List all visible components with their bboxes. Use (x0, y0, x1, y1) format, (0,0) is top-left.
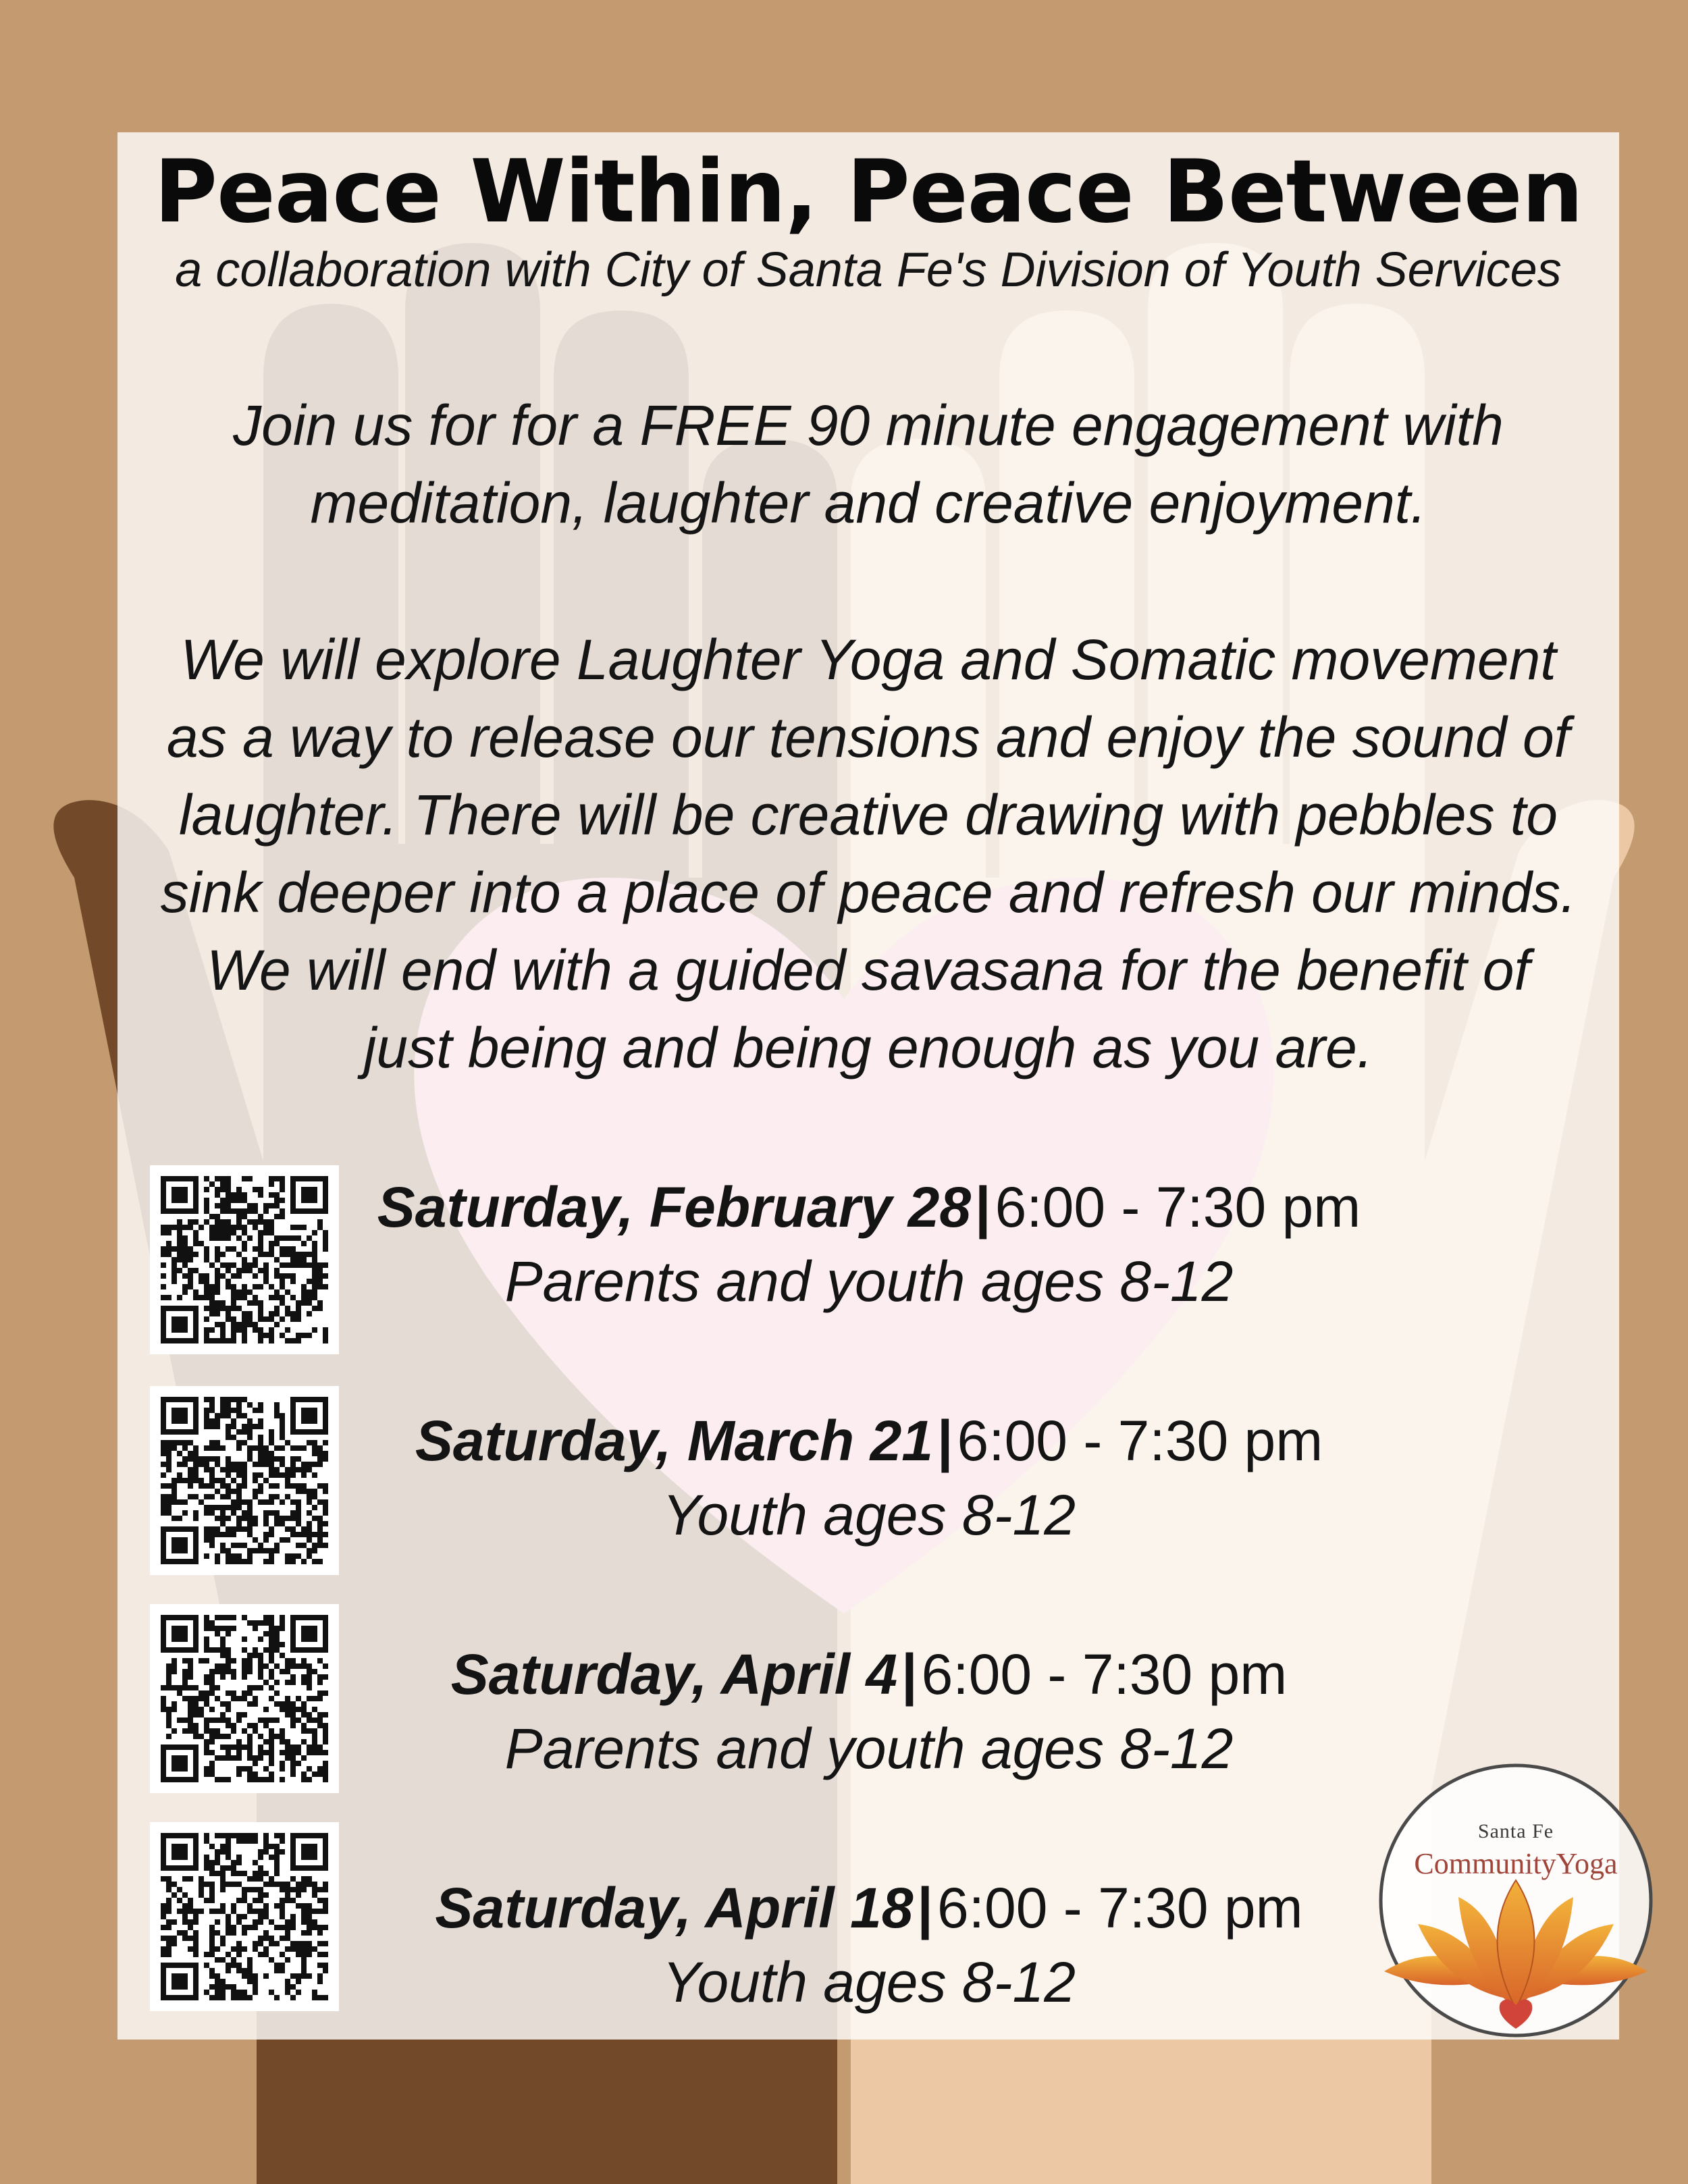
event-date: Saturday, April 4 (450, 1643, 898, 1706)
event-time: 6:00 - 7:30 pm (921, 1643, 1288, 1706)
description-line: We will end with a guided savasana for the benefit of (207, 938, 1530, 1002)
intro-paragraph (117, 387, 1619, 542)
event-audience: Parents and youth ages 8-12 (504, 1717, 1234, 1780)
event-separator: | (901, 1643, 918, 1706)
event-separator: | (917, 1876, 933, 1940)
event-item (339, 1170, 1399, 1319)
event-date: Saturday, March 21 (415, 1409, 934, 1472)
description-line: as a way to release our tensions and enjoy the sound of (166, 705, 1570, 769)
event-audience: Youth ages 8-12 (662, 1483, 1076, 1547)
logo-line1: Santa Fe (1477, 1820, 1554, 1842)
event-audience: Parents and youth ages 8-12 (504, 1250, 1234, 1313)
qr-code-icon[interactable] (150, 1165, 339, 1354)
event-separator: | (975, 1175, 991, 1239)
subtitle: a collaboration with City of Santa Fe's Division of Youth Services (175, 243, 1562, 297)
event-audience: Youth ages 8-12 (662, 1950, 1076, 2014)
qr-code-graphic (161, 1397, 328, 1564)
event-time: 6:00 - 7:30 pm (937, 1876, 1303, 1940)
event-time: 6:00 - 7:30 pm (995, 1175, 1361, 1239)
event-heading (339, 1170, 1399, 1244)
description-line: just being and being enough as you are. (363, 1016, 1373, 1080)
event-date: Saturday, February 28 (377, 1175, 972, 1239)
description-line: We will explore Laughter Yoga and Somatic movement (180, 628, 1556, 691)
qr-code-icon[interactable] (150, 1386, 339, 1575)
description-line: sink deeper into a place of peace and refresh our minds. (160, 861, 1577, 924)
event-heading (339, 1404, 1399, 1478)
logo-line2: CommunityYoga (1414, 1847, 1618, 1880)
page-title: Peace Within, Peace Between (154, 142, 1583, 242)
qr-code-graphic (161, 1615, 328, 1782)
event-item (339, 1871, 1399, 2019)
event-date: Saturday, April 18 (435, 1876, 914, 1940)
qr-code-graphic (161, 1833, 328, 2000)
event-time: 6:00 - 7:30 pm (957, 1409, 1323, 1472)
intro-line: Join us for for a FREE 90 minute engagement with (233, 394, 1504, 457)
intro-line: meditation, laughter and creative enjoyment. (310, 471, 1427, 535)
event-separator: | (937, 1409, 953, 1472)
event-heading (339, 1871, 1399, 1945)
event-item (339, 1637, 1399, 1786)
qr-code-graphic (161, 1176, 328, 1343)
qr-code-icon[interactable] (150, 1604, 339, 1793)
santa-fe-community-yoga-logo (1357, 1762, 1674, 2046)
description-paragraph (117, 621, 1619, 1087)
event-item (339, 1404, 1399, 1552)
qr-code-icon[interactable] (150, 1822, 339, 2011)
description-line: laughter. There will be creative drawing with pebbles to (179, 783, 1558, 847)
event-heading (339, 1637, 1399, 1711)
